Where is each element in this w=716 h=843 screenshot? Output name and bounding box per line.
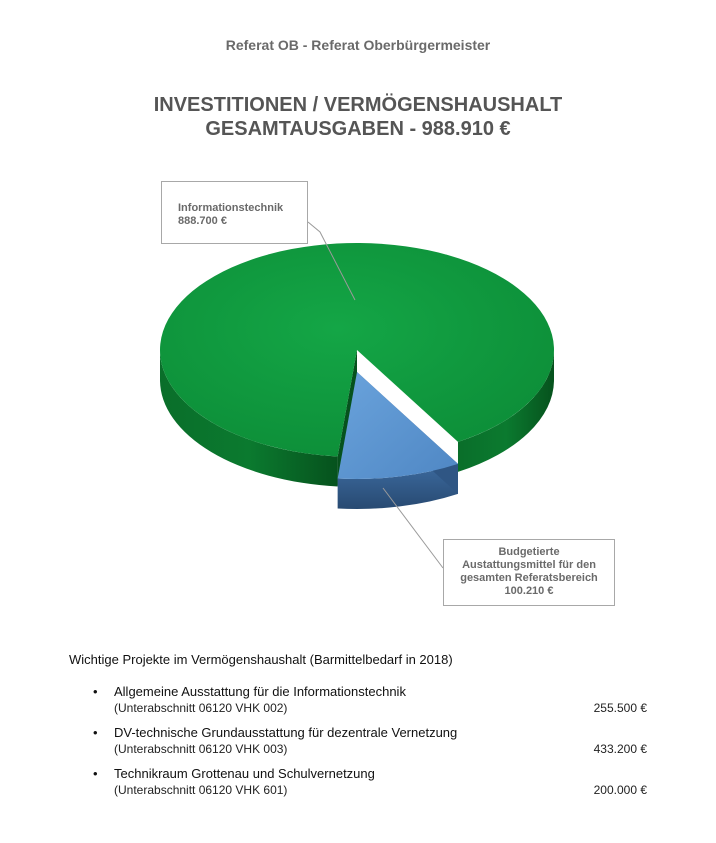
project-amount: 255.500 € bbox=[593, 701, 647, 715]
projects-heading: Wichtige Projekte im Vermögenshaushalt (Barmittelbedarf in 2018) bbox=[69, 652, 453, 667]
project-code: (Unterabschnitt 06120 VHK 003) bbox=[114, 742, 288, 756]
callout-budget-line2: Austattungsmittel für den bbox=[462, 559, 596, 571]
chart-title-line2: GESAMTAUSGABEN - 988.910 € bbox=[205, 118, 511, 140]
callout-informationstechnik bbox=[161, 181, 308, 244]
project-name: Allgemeine Ausstattung für die Informationstechnik bbox=[114, 684, 406, 699]
project-name: Technikraum Grottenau und Schulvernetzung bbox=[114, 766, 375, 781]
bullet-icon: • bbox=[93, 766, 98, 781]
project-code: (Unterabschnitt 06120 VHK 002) bbox=[114, 701, 288, 715]
callout-budgetierte bbox=[443, 539, 615, 606]
callout-budget-line1: Budgetierte bbox=[498, 546, 560, 558]
project-amount: 433.200 € bbox=[593, 742, 647, 756]
project-name: DV-technische Grundausstattung für dezentrale Vernetzung bbox=[114, 725, 458, 740]
bullet-icon: • bbox=[93, 684, 98, 699]
callout-budget-value: 100.210 € bbox=[504, 585, 554, 597]
project-code: (Unterabschnitt 06120 VHK 601) bbox=[114, 783, 288, 797]
callout-it-value: 888.700 € bbox=[178, 215, 227, 227]
chart-title-line1: INVESTITIONEN / VERMÖGENSHAUSHALT bbox=[153, 94, 563, 116]
callout-it-label: Informationstechnik bbox=[178, 202, 284, 214]
project-amount: 200.000 € bbox=[593, 783, 647, 797]
callout-budget-line3: gesamten Referatsbereich bbox=[460, 572, 598, 584]
bullet-icon: • bbox=[93, 725, 98, 740]
report-header: Referat OB - Referat Oberbürgermeister bbox=[225, 37, 491, 53]
